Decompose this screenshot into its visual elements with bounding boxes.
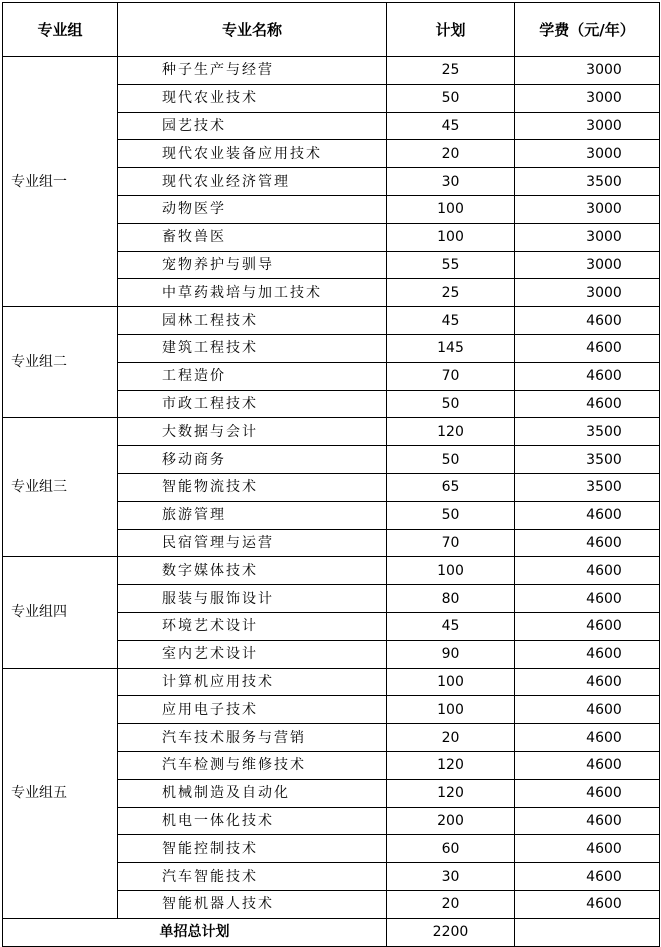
plan-count: 20 — [387, 724, 515, 752]
tuition-fee: 4600 — [515, 585, 660, 613]
major-name: 现代农业装备应用技术 — [118, 140, 387, 168]
tuition-fee: 4600 — [515, 529, 660, 557]
major-name: 智能物流技术 — [118, 473, 387, 501]
major-name: 汽车技术服务与营销 — [118, 724, 387, 752]
major-name: 畜牧兽医 — [118, 223, 387, 251]
table-row — [3, 418, 660, 446]
major-name: 计算机应用技术 — [118, 668, 387, 696]
major-name: 数字媒体技术 — [118, 557, 387, 585]
tuition-fee: 4600 — [515, 696, 660, 724]
major-name: 种子生产与经营 — [118, 57, 387, 85]
plan-count: 25 — [387, 279, 515, 307]
plan-count: 120 — [387, 779, 515, 807]
major-name: 园艺技术 — [118, 112, 387, 140]
plan-count: 90 — [387, 640, 515, 668]
tuition-fee: 4600 — [515, 668, 660, 696]
major-name: 市政工程技术 — [118, 390, 387, 418]
tuition-fee: 3000 — [515, 57, 660, 85]
table-row — [3, 668, 660, 696]
major-name: 旅游管理 — [118, 501, 387, 529]
total-row — [3, 918, 660, 946]
plan-count: 200 — [387, 807, 515, 835]
major-name: 汽车检测与维修技术 — [118, 751, 387, 779]
major-name: 大数据与会计 — [118, 418, 387, 446]
group-name: 专业组五 — [3, 668, 118, 918]
tuition-fee: 4600 — [515, 362, 660, 390]
total-plan: 2200 — [387, 918, 515, 946]
plan-count: 60 — [387, 835, 515, 863]
enrollment-plan-table — [2, 2, 660, 947]
header-major: 专业名称 — [118, 3, 387, 57]
plan-count: 100 — [387, 668, 515, 696]
header-group: 专业组 — [3, 3, 118, 57]
tuition-fee: 4600 — [515, 334, 660, 362]
major-name: 建筑工程技术 — [118, 334, 387, 362]
tuition-fee: 4600 — [515, 835, 660, 863]
tuition-fee: 3000 — [515, 279, 660, 307]
plan-count: 20 — [387, 890, 515, 918]
tuition-fee: 4600 — [515, 724, 660, 752]
tuition-fee: 3000 — [515, 223, 660, 251]
plan-count: 100 — [387, 195, 515, 223]
major-name: 环境艺术设计 — [118, 612, 387, 640]
tuition-fee: 4600 — [515, 307, 660, 335]
total-label: 单招总计划 — [3, 918, 387, 946]
tuition-fee: 4600 — [515, 807, 660, 835]
tuition-fee: 4600 — [515, 612, 660, 640]
plan-count: 100 — [387, 557, 515, 585]
major-name: 智能控制技术 — [118, 835, 387, 863]
plan-count: 100 — [387, 223, 515, 251]
tuition-fee: 4600 — [515, 751, 660, 779]
tuition-fee: 4600 — [515, 890, 660, 918]
tuition-fee: 4600 — [515, 390, 660, 418]
table-row — [3, 557, 660, 585]
table-row — [3, 57, 660, 85]
tuition-fee: 3500 — [515, 168, 660, 196]
major-name: 宠物养护与驯导 — [118, 251, 387, 279]
tuition-fee: 3500 — [515, 473, 660, 501]
tuition-fee: 3000 — [515, 251, 660, 279]
plan-count: 45 — [387, 112, 515, 140]
plan-count: 70 — [387, 362, 515, 390]
group-name: 专业组三 — [3, 418, 118, 557]
plan-count: 20 — [387, 140, 515, 168]
plan-count: 45 — [387, 307, 515, 335]
major-name: 服装与服饰设计 — [118, 585, 387, 613]
header-row — [3, 3, 660, 57]
major-name: 现代农业经济管理 — [118, 168, 387, 196]
total-fee — [515, 918, 660, 946]
major-name: 机电一体化技术 — [118, 807, 387, 835]
plan-count: 50 — [387, 501, 515, 529]
group-name: 专业组二 — [3, 307, 118, 418]
plan-count: 45 — [387, 612, 515, 640]
major-name: 现代农业技术 — [118, 84, 387, 112]
group-name: 专业组一 — [3, 57, 118, 307]
plan-count: 30 — [387, 863, 515, 891]
header-fee: 学费（元/年） — [515, 3, 660, 57]
plan-count: 50 — [387, 446, 515, 474]
plan-count: 120 — [387, 418, 515, 446]
plan-count: 50 — [387, 84, 515, 112]
group-name: 专业组四 — [3, 557, 118, 668]
major-name: 动物医学 — [118, 195, 387, 223]
major-name: 园林工程技术 — [118, 307, 387, 335]
tuition-fee: 3000 — [515, 195, 660, 223]
tuition-fee: 4600 — [515, 779, 660, 807]
plan-count: 30 — [387, 168, 515, 196]
tuition-fee: 3000 — [515, 112, 660, 140]
plan-count: 50 — [387, 390, 515, 418]
plan-count: 120 — [387, 751, 515, 779]
major-name: 应用电子技术 — [118, 696, 387, 724]
tuition-fee: 4600 — [515, 863, 660, 891]
tuition-fee: 3000 — [515, 84, 660, 112]
table-row — [3, 307, 660, 335]
plan-count: 100 — [387, 696, 515, 724]
plan-count: 80 — [387, 585, 515, 613]
major-name: 工程造价 — [118, 362, 387, 390]
plan-count: 25 — [387, 57, 515, 85]
plan-count: 55 — [387, 251, 515, 279]
header-plan: 计划 — [387, 3, 515, 57]
major-name: 汽车智能技术 — [118, 863, 387, 891]
tuition-fee: 3000 — [515, 140, 660, 168]
major-name: 民宿管理与运营 — [118, 529, 387, 557]
major-name: 移动商务 — [118, 446, 387, 474]
tuition-fee: 4600 — [515, 501, 660, 529]
plan-count: 70 — [387, 529, 515, 557]
plan-count: 145 — [387, 334, 515, 362]
major-name: 智能机器人技术 — [118, 890, 387, 918]
table-body — [3, 57, 660, 919]
tuition-fee: 4600 — [515, 557, 660, 585]
major-name: 室内艺术设计 — [118, 640, 387, 668]
major-name: 机械制造及自动化 — [118, 779, 387, 807]
tuition-fee: 3500 — [515, 446, 660, 474]
tuition-fee: 3500 — [515, 418, 660, 446]
major-name: 中草药栽培与加工技术 — [118, 279, 387, 307]
tuition-fee: 4600 — [515, 640, 660, 668]
plan-count: 65 — [387, 473, 515, 501]
